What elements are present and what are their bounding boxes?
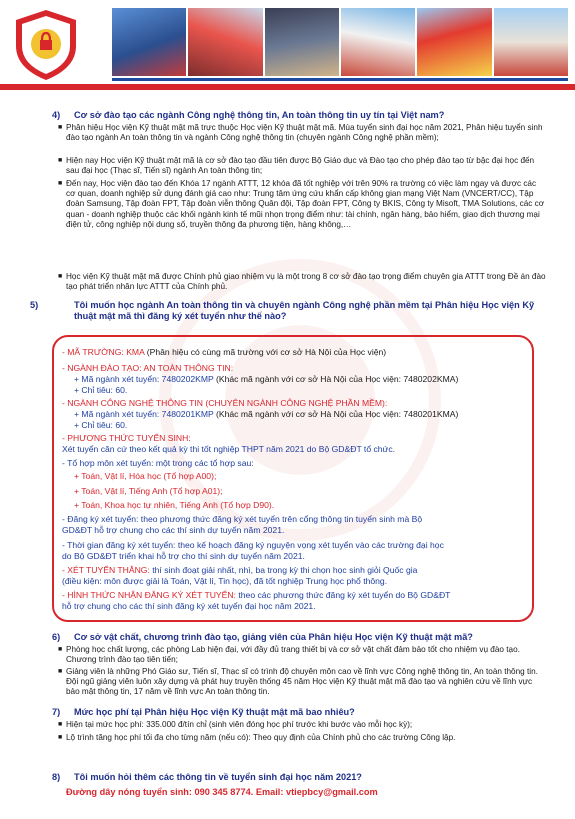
question-8-title: Tôi muốn hỏi thêm các thông tin về tuyển sinh đại học năm 2021? — [74, 772, 362, 782]
question-5: 5) Tôi muốn học ngành An toàn thông tin và chuyên ngành Công nghệ phần mềm tại Phân hiệu Học viện Kỹ thuật mật mã thì đăng ký xét tuyển như thế nào? — [30, 300, 535, 321]
header-blue-bar — [112, 78, 568, 81]
question-7: 7) Mức học phí tại Phân hiệu Học viện Kỹ thuật mật mã bao nhiêu? — [52, 707, 355, 717]
method-text: Xét tuyển căn cứ theo kết quả kỳ thi tốt nghiệp THPT năm 2021 do Bộ GD&ĐT tổ chức. — [62, 444, 395, 454]
application-form-note: hỗ trợ chung cho các thí sinh đăng ký xét tuyển đại học năm 2021. — [62, 601, 316, 611]
application-form: - HÌNH THỨC NHẬN ĐĂNG KÝ XÉT TUYỂN: theo các phương thức đăng ký xét tuyển do Bộ GD&ĐT — [62, 590, 451, 600]
question-7-title: Mức học phí tại Phân hiệu Học viện Kỹ thuật mật mã bao nhiêu? — [74, 707, 355, 717]
question-6-title: Cơ sở vật chất, chương trình đào tạo, giảng viên của Phân hiệu Học viện Kỹ thuật mật mã? — [74, 632, 473, 642]
question-4-title: Cơ sở đào tạo các ngành Công nghệ thông tin, An toàn thông tin uy tín tại Việt nam? — [74, 110, 445, 120]
photo-strip — [112, 8, 568, 76]
major-2-title: - NGÀNH CÔNG NGHỆ THÔNG TIN (CHUYÊN NGÀNH CÔNG NGHỆ PHẦN MỀM): — [62, 398, 388, 408]
q4-bullet-4: ■ Học viện Kỹ thuật mật mã được Chính phủ giao nhiệm vụ là một trong 8 cơ sở đào tạo trọng điểm chuyên gia ATTT trong Đề án đào tạo phát triển nhân lực ATTT của Chính phủ. — [58, 272, 546, 292]
direct-admission: - XÉT TUYỂN THẲNG: thí sinh đoạt giải nhất, nhì, ba trong kỳ thi chọn học sinh giỏi Quốc gia — [62, 565, 418, 575]
header-red-bar — [0, 84, 575, 90]
major-2-quota: + Chỉ tiêu: 60. — [74, 420, 128, 430]
time-line-1: - Thời gian đăng ký xét tuyển: theo kế hoạch đăng ký nguyện vọng xét tuyển vào các trường đại học — [62, 540, 444, 550]
combo-a01: + Toán, Vật lí, Tiếng Anh (Tổ hợp A01); — [74, 486, 223, 496]
q4-bullet-1: ■ Phân hiệu Học viện Kỹ thuật mật mã trực thuộc Học viện Kỹ thuật mật mã. Mùa tuyển sinh đại học năm 2021, Phân hiệu tuyển sinh đào tạo ngành An toàn thông tin và ngành Công nghệ thông tin (chuyên ngành Công nghệ phần mềm); — [58, 123, 543, 143]
students-photo — [341, 8, 415, 76]
english-club-photo — [188, 8, 262, 76]
q4-bullet-2: ■ Hiện nay Học viện Kỹ thuật mật mã là cơ sở đào tạo đầu tiên được Bộ Giáo dục và Đào tạo cho phép đào tạo từ bậc đại học đến sau đại học (Thạc sĩ, Tiến sĩ) ngành An toàn thông tin; — [58, 156, 535, 176]
q6-bullet-2: ■ Giảng viên là những Phó Giáo sư, Tiến sĩ, Thạc sĩ có trình độ chuyên môn cao về lĩnh vực Công nghệ thông tin, An toàn thông tin. Đội ngũ giảng viên luôn xây dựng và phát huy truyền thống 45 năm Học viện Kỹ thuật mật mã đào tạo và nghiên cứu về lĩnh vực bảo mật thông tin, 17 năm về lĩnh vực An toàn thông tin. — [58, 667, 538, 697]
combo-a00: + Toán, Vật lí, Hóa học (Tổ hợp A00); — [74, 471, 217, 481]
question-4: 4) Cơ sở đào tạo các ngành Công nghệ thông tin, An toàn thông tin uy tín tại Việt nam? — [52, 110, 445, 120]
register-line-1: - Đăng ký xét tuyển: theo phương thức đăng ký xét tuyển trên cổng thông tin tuyển sinh mà Bộ — [62, 514, 423, 524]
graduation-photo — [494, 8, 568, 76]
hotline-contact: Đường dây nóng tuyển sinh: 090 345 8774. Email: vtiepbcy@gmail.com — [66, 787, 378, 797]
q7-bullet-2: ■ Lộ trình tăng học phí tối đa cho từng năm (nếu có): Theo quy định của Chính phủ cho các trường Công lập. — [58, 733, 456, 742]
major-1-title: - NGÀNH ĐÀO TẠO: AN TOÀN THÔNG TIN: — [62, 363, 234, 373]
combo-d90: + Toán, Khoa học tự nhiên, Tiếng Anh (Tổ hợp D90). — [74, 500, 275, 510]
classroom-photo — [265, 8, 339, 76]
time-line-2: do Bộ GD&ĐT triển khai hỗ trợ cho thí sinh dự tuyển năm 2021. — [62, 551, 305, 561]
q6-bullet-1: ■ Phòng học chất lượng, các phòng Lab hiện đại, với đầy đủ trang thiết bị và cơ sở vật chất đảm bảo tốt cho nhiệm vụ đào tạo. Chương trình đào tạo tiên tiến; — [58, 645, 520, 665]
major-1-quota: + Chỉ tiêu: 60. — [74, 385, 128, 395]
page-header — [0, 0, 575, 96]
major-1-code: + Mã ngành xét tuyển: 7480202KMP (Khác mã ngành với cơ sở Hà Nội của Học viện: 7480202KMA) — [74, 374, 459, 384]
question-5-title: Tôi muốn học ngành An toàn thông tin và chuyên ngành Công nghệ phần mềm tại Phân hiệu Học viện Kỹ thuật mật mã thì đăng ký xét tuyển như thế nào? — [74, 300, 535, 321]
direct-admission-condition: (điều kiện: môn được giải là Toán, Vật lí, Tin học), đã tốt nghiệp Trung học phổ thông. — [62, 576, 388, 586]
school-code: - MÃ TRƯỜNG: KMA (Phân hiệu có cùng mã trường với cơ sở Hà Nội của Học viện) — [62, 347, 387, 357]
question-8: 8) Tôi muốn hỏi thêm các thông tin về tuyển sinh đại học năm 2021? — [52, 772, 362, 782]
question-6: 6) Cơ sở vật chất, chương trình đào tạo, giảng viên của Phân hiệu Học viện Kỹ thuật mật mã? — [52, 632, 473, 642]
q7-bullet-1: ■ Hiện tại mức học phí: 335.000 đ/tín chỉ (sinh viên đóng học phí trước khi bước vào mỗi học kỳ); — [58, 720, 413, 729]
q4-bullet-3: ■ Đến nay, Học viện đào tạo đến Khóa 17 ngành ATTT, 12 khóa đã tốt nghiệp với trên 90% ra trường có việc làm ngay và được các cơ quan, doanh nghiệp sử dụng đánh giá cao như: Trung tâm ứng cứu khẩn cấp không gian mạng Việt Nam (VNCERT/CC), Tập đoàn Samsung, Tập đoàn FPT, Tập đoàn viễn thông Quân đội, Tập đoàn FPT, Công ty BKIS, Công ty Misoft, TMA Solutions, các cơ quan - doanh nghiệp thuộc các khối ngành kinh tế mũi nhọn trọng điểm như: tài chính, ngân hàng, bảo hiểm, giao dịch thương mại điện tử, công nghiệp nội dung số, truyền thông đa phương tiện, hàng không,… — [58, 179, 545, 229]
campus-photo — [112, 8, 186, 76]
register-line-2: GD&ĐT hỗ trợ chung cho các thí sinh dự tuyển năm 2021. — [62, 525, 285, 535]
method-title: - PHƯƠNG THỨC TUYỂN SINH: — [62, 433, 191, 443]
major-2-code: + Mã ngành xét tuyển: 7480201KMP (Khác mã ngành với cơ sở Hà Nội của Học viện: 7480201KMA) — [74, 409, 459, 419]
combo-title: - Tổ hợp môn xét tuyển: một trong các tổ hợp sau: — [62, 458, 254, 468]
event-photo — [417, 8, 491, 76]
academy-logo — [10, 6, 82, 84]
